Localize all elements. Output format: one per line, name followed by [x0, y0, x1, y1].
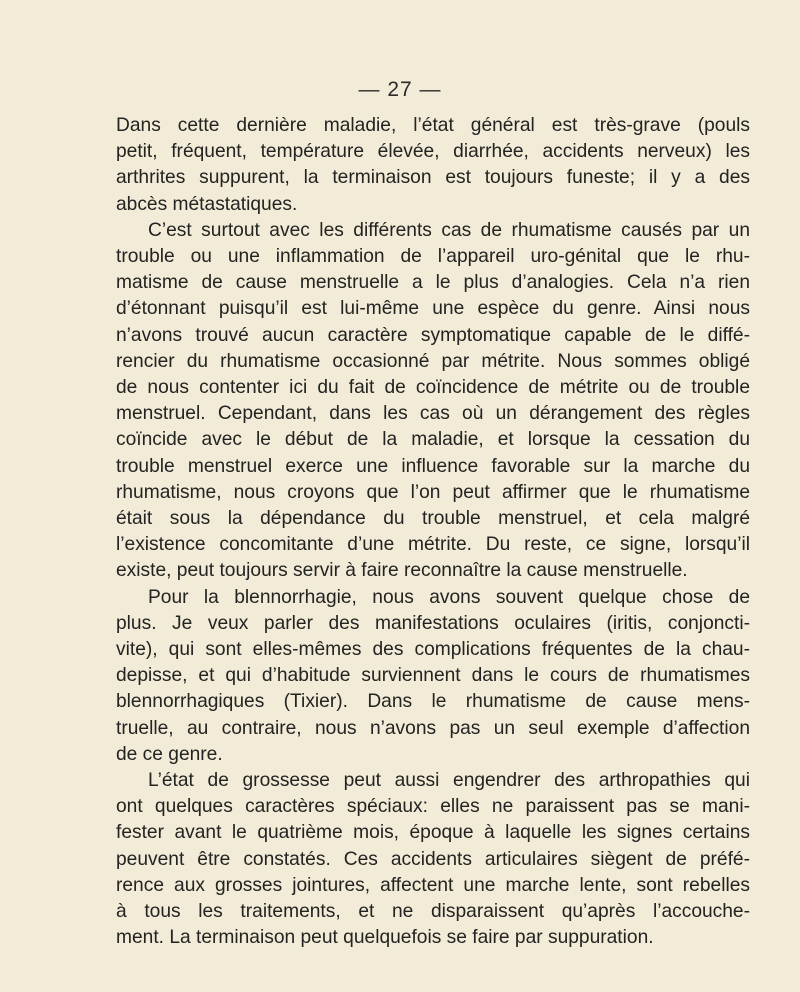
text-line: blennorrhagiques (Tixier). Dans le rhumatisme de cause mens-	[116, 691, 750, 713]
text-line: truelle, au contraire, nous n’avons pas un seul exemple d’affection	[116, 717, 750, 739]
text-line: trouble menstruel exerce une influence favorable sur la marche du	[116, 455, 750, 477]
text-line: ont quelques caractères spéciaux: elles ne paraissent pas se mani-	[116, 796, 750, 818]
text-line: abcès métastatiques.	[116, 193, 298, 215]
page-number: — 27 —	[358, 78, 442, 101]
text-line: à tous les traitements, et ne disparaissent qu’après l’accouche-	[116, 901, 750, 923]
text-line: matisme de cause menstruelle a le plus d’analogies. Cela n’a rien	[116, 272, 750, 294]
text-line: arthrites suppurent, la terminaison est toujours funeste; il y a des	[116, 167, 750, 189]
paragraph-start-line: C’est surtout avec les différents cas de rhumatisme causés par un	[148, 219, 750, 241]
text-line: petit, fréquent, température élevée, diarrhée, accidents nerveux) les	[116, 141, 750, 163]
text-line: n’avons trouvé aucun caractère symptomatique capable de le diffé-	[116, 324, 750, 346]
text-line: rence aux grosses jointures, affectent une marche lente, sont rebelles	[116, 874, 750, 896]
text-line: rhumatisme, nous croyons que l’on peut affirmer que le rhumatisme	[116, 481, 750, 503]
text-line: de nous contenter ici du fait de coïncidence de métrite ou de trouble	[116, 377, 750, 399]
text-line: trouble ou une inflammation de l’appareil uro-génital que le rhu-	[116, 246, 750, 268]
text-line: était sous la dépendance du trouble menstruel, et cela malgré	[116, 508, 750, 530]
text-line: ment. La terminaison peut quelquefois se faire par suppuration.	[116, 927, 654, 949]
text-line: peuvent être constatés. Ces accidents articulaires siègent de préfé-	[116, 848, 750, 870]
text-line: Dans cette dernière maladie, l’état général est très-grave (pouls	[116, 115, 750, 136]
text-line: menstruel. Cependant, dans les cas où un dérangement des règles	[116, 403, 750, 425]
text-line: plus. Je veux parler des manifestations oculaires (iritis, conjoncti-	[116, 612, 750, 634]
text-line: existe, peut toujours servir à faire reconnaître la cause menstruelle.	[116, 560, 688, 582]
text-line: l’existence concomitante d’une métrite. Du reste, ce signe, lorsqu’il	[116, 534, 750, 556]
text-line: vite), qui sont elles-mêmes des complications fréquentes de la chau-	[116, 639, 750, 661]
body-text	[116, 113, 750, 952]
text-line: de ce genre.	[116, 743, 223, 765]
text-line: rencier du rhumatisme occasionné par métrite. Nous sommes obligé	[116, 350, 750, 372]
text-line: fester avant le quatrième mois, époque à laquelle les signes certains	[116, 822, 750, 844]
text-line: coïncide avec le début de la maladie, et lorsque la cessation du	[116, 429, 750, 451]
text-line: d’étonnant puisqu’il est lui-même une espèce du genre. Ainsi nous	[116, 298, 750, 320]
paragraph-start-line: L’état de grossesse peut aussi engendrer des arthropathies qui	[148, 770, 750, 792]
text-line: depisse, et qui d’habitude surviennent dans le cours de rhumatismes	[116, 665, 750, 687]
paragraph-start-line: Pour la blennorrhagie, nous avons souvent quelque chose de	[148, 586, 750, 608]
